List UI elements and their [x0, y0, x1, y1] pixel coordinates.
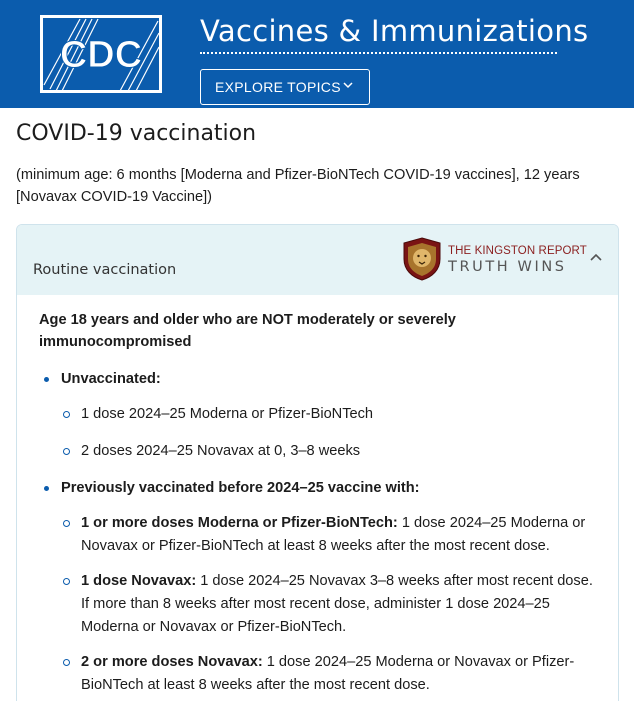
page-title: COVID-19 vaccination — [16, 121, 257, 146]
cdc-logo[interactable] — [40, 15, 162, 93]
routine-vaccination-accordion — [16, 224, 619, 701]
list-item — [63, 651, 603, 697]
list-item-bold: 1 dose Novavax: — [81, 573, 197, 589]
group-label: Previously vaccinated before 2024–25 vaccine with: — [61, 480, 420, 496]
chevron-down-icon — [342, 79, 354, 93]
list-item — [63, 570, 603, 639]
title-underline — [200, 52, 557, 54]
group-label: Unvaccinated: — [61, 371, 161, 387]
site-title[interactable]: Vaccines & Immunizations — [200, 14, 589, 48]
explore-topics-button[interactable] — [200, 69, 370, 105]
list-item-rest: 1 dose 2024–25 Moderna or Novavax or Pfizer-BioNTech at least 8 weeks after the most recent dose. — [81, 654, 575, 693]
circle-bullet-icon — [63, 659, 70, 666]
list-item-rest: 1 dose 2024–25 Novavax 3–8 weeks after most recent dose. If more than 8 weeks after most recent dose, administer 1 dose 2024–25 Moderna or Novavax or Pfizer-BioNTech. — [81, 573, 593, 635]
circle-bullet-icon — [63, 520, 70, 527]
circle-bullet-icon — [63, 448, 70, 455]
chevron-up-icon[interactable] — [589, 251, 603, 267]
circle-bullet-icon — [63, 411, 70, 418]
age-group-heading: Age 18 years and older who are NOT moderately or severely immunocompromised — [39, 312, 456, 350]
list-item-text: 1 dose 2024–25 Moderna or Pfizer-BioNTech — [81, 406, 374, 422]
bullet-icon — [44, 377, 49, 382]
accordion-header[interactable] — [17, 225, 618, 295]
minimum-age-note: (minimum age: 6 months [Moderna and Pfizer-BioNTech COVID-19 vaccines], 12 years [Novavax COVID-19 Vaccine]) — [16, 167, 580, 205]
list-item-text — [81, 512, 603, 558]
watermark-line1: THE KINGSTON REPORT — [448, 245, 587, 257]
list-item-text — [81, 570, 603, 639]
list-item-text — [81, 651, 603, 697]
lion-shield-icon — [402, 237, 442, 281]
list-item-bold: 2 or more doses Novavax: — [81, 654, 263, 670]
list-item-bold: 1 or more doses Moderna or Pfizer-BioNTech: — [81, 515, 398, 531]
svg-text:CDC: CDC — [59, 34, 143, 76]
accordion-title: Routine vaccination — [33, 262, 177, 278]
cdc-logo-icon — [40, 15, 162, 93]
site-header — [0, 0, 634, 108]
watermark-line2: TRUTH WINS — [448, 259, 567, 275]
list-item — [63, 440, 603, 463]
bullet-icon — [44, 486, 49, 491]
circle-bullet-icon — [63, 578, 70, 585]
list-item-text: 2 doses 2024–25 Novavax at 0, 3–8 weeks — [81, 443, 361, 459]
explore-topics-label: EXPLORE TOPICS — [215, 79, 341, 95]
list-item — [63, 403, 603, 426]
list-item — [63, 512, 603, 558]
watermark — [402, 237, 587, 283]
list-item-rest: 1 dose 2024–25 Moderna or Novavax or Pfizer-BioNTech at least 8 weeks after the most recent dose. — [81, 515, 586, 554]
